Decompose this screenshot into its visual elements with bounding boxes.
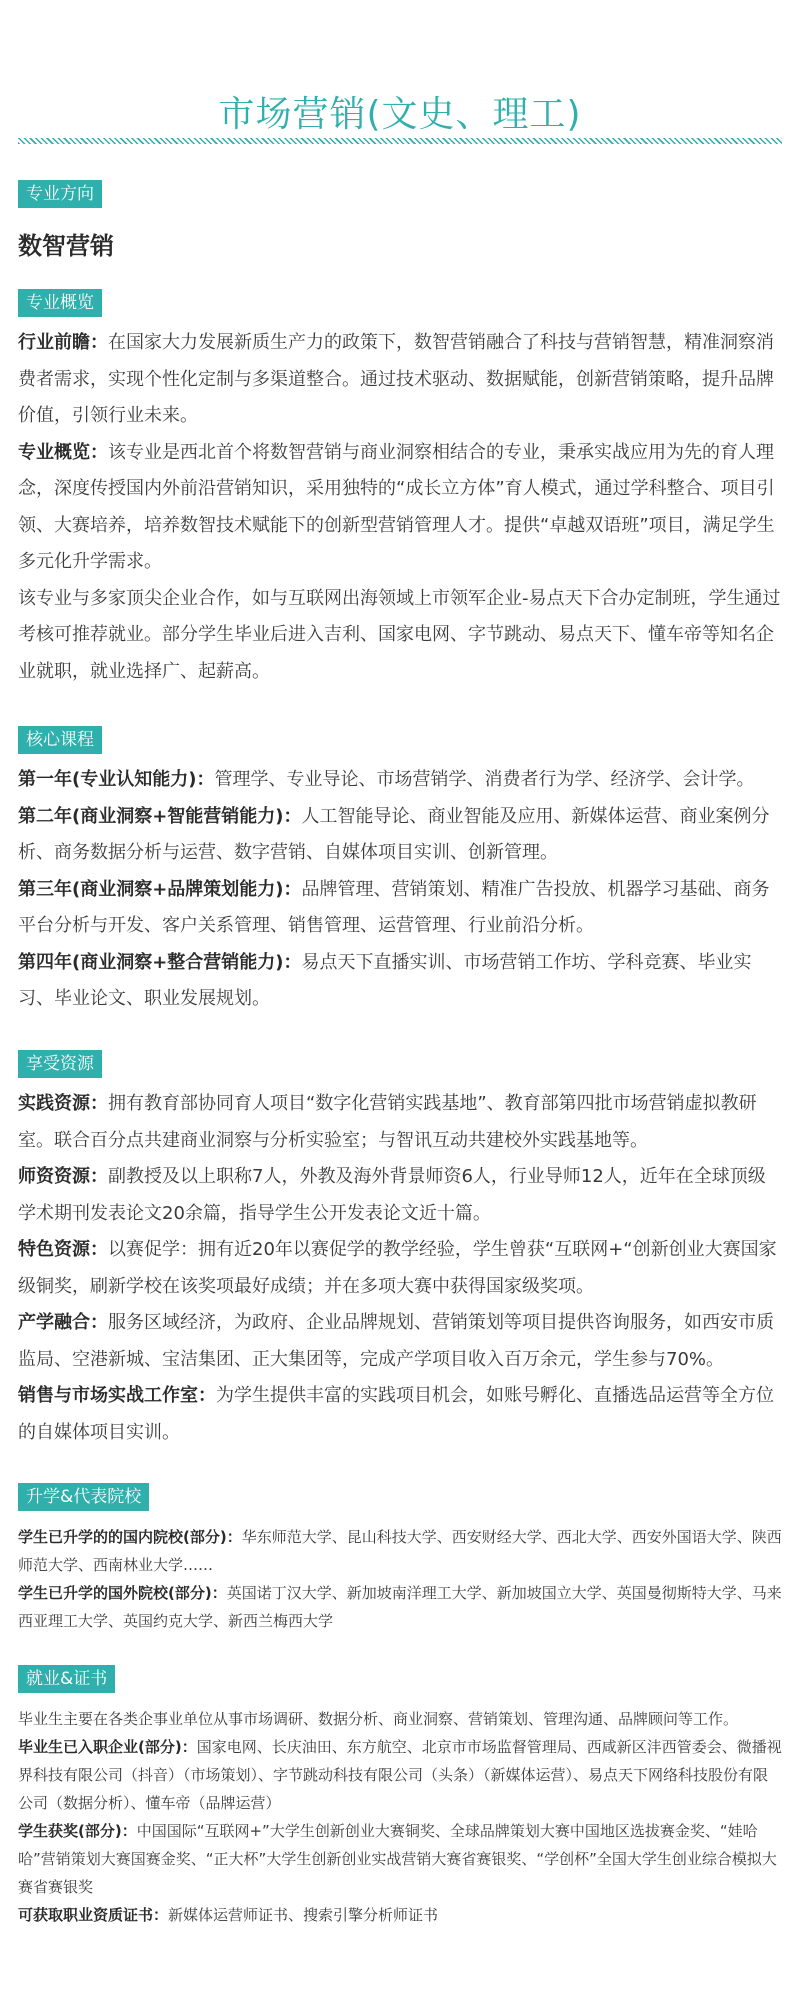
direction-name: 数智营销 [18,232,114,260]
section-label: 专业方向 [18,180,102,208]
list-item: 学生获奖(部分)：中国国际“互联网+”大学生创新创业大赛铜奖、全球品牌策划大赛中国地区选拔赛金奖、“娃哈哈”营销策划大赛国赛金奖、“正大杯”大学生创新创业实战营销大赛省赛银奖、“学创杯”全国大学生创业综合模拟大赛省赛银奖 [18,1822,777,1896]
section-label: 升学&代表院校 [18,1483,149,1511]
section-career [18,1665,782,1929]
list-item: 毕业生已入职企业(部分)：国家电网、长庆油田、东方航空、北京市市场监督管理局、西咸新区沣西管委会、微播视界科技有限公司（抖音）（市场策划）、字节跳动科技有限公司（头条）（新媒体运营）、易点天下网络科技股份有限公司（数据分析）、懂车帝（品牌运营） [18,1738,782,1812]
list-item: 师资资源：副教授及以上职称7人，外教及海外背景师资6人，行业导师12人，近年在全球顶级学术期刊发表论文20余篇，指导学生公开发表论文近十篇。 [18,1166,766,1224]
list-item: 学生已升学的国外院校(部分)：英国诺丁汉大学、新加坡南洋理工大学、新加坡国立大学、英国曼彻斯特大学、马来西亚理工大学、英国约克大学、新西兰梅西大学 [18,1584,782,1630]
paragraph: 专业概览：该专业是西北首个将数智营销与商业洞察相结合的专业，秉承实战应用为先的育人理念，深度传授国内外前沿营销知识，采用独特的“成长立方体”育人模式，通过学科整合、项目引领、大赛培养，培养数智技术赋能下的创新型营销管理人才。提供“卓越双语班”项目，满足学生多元化升学需求。 [18,441,775,572]
list-item: 特色资源：以赛促学：拥有近20年以赛促学的教学经验，学生曾获“互联网+“创新创业大赛国家级铜奖，刷新学校在该奖项最好成绩；并在多项大赛中获得国家级奖项。 [18,1239,777,1297]
section-courses [18,726,782,1018]
list-item: 销售与市场实战工作室：为学生提供丰富的实践项目机会，如账号孵化、直播选品运营等全方位的自媒体项目实训。 [18,1385,774,1443]
page-title: 市场营销(文史、理工) [218,94,582,135]
list-item: 第三年(商业洞察+品牌策划能力)：品牌管理、营销策划、精准广告投放、机器学习基础、商务平台分析与开发、客户关系管理、销售管理、运营管理、行业前沿分析。 [18,878,770,936]
paragraph: 该专业与多家顶尖企业合作，如与互联网出海领域上市领军企业-易点天下合办定制班，学生通过考核可推荐就业。部分学生毕业后进入吉利、国家电网、字节跳动、易点天下、懂车帝等知名企业就职，就业选择广、起薪高。 [18,587,781,682]
section-direction [18,180,782,261]
section-overview [18,289,782,690]
paragraph: 行业前瞻：在国家大力发展新质生产力的政策下，数智营销融合了科技与营销智慧，精准洞察消费者需求，实现个性化定制与多渠道整合。通过技术驱动、数据赋能，创新营销策略，提升品牌价值，引领行业未来。 [18,332,774,426]
section-label: 专业概览 [18,289,102,317]
section-label: 就业&证书 [18,1665,115,1693]
list-item: 实践资源：拥有教育部协同育人项目“数字化营销实践基地”、教育部第四批市场营销虚拟教研室。联合百分点共建商业洞察与分析实验室；与智讯互动共建校外实践基地等。 [18,1093,757,1151]
title-divider [18,138,782,144]
list-item: 第二年(商业洞察+智能营销能力)：人工智能导论、商业智能及应用、新媒体运营、商业案例分析、商务数据分析与运营、数字营销、自媒体项目实训、创新管理。 [18,805,770,863]
section-resources [18,1050,782,1451]
list-item: 第四年(商业洞察+整合营销能力)：易点天下直播实训、市场营销工作坊、学科竞赛、毕业实习、毕业论文、职业发展规划。 [18,951,752,1009]
list-item: 学生已升学的的国内院校(部分)：华东师范大学、昆山科技大学、西安财经大学、西北大学、西安外国语大学、陕西师范大学、西南林业大学…… [18,1528,782,1574]
section-label: 核心课程 [18,726,102,754]
section-label: 享受资源 [18,1050,102,1078]
list-item: 第一年(专业认知能力)：管理学、专业导论、市场营销学、消费者行为学、经济学、会计学。 [18,769,755,790]
list-item: 产学融合：服务区域经济，为政府、企业品牌规划、营销策划等项目提供咨询服务，如西安市质监局、空港新城、宝洁集团、正大集团等，完成产学项目收入百万余元，学生参与70%。 [18,1312,774,1370]
list-item: 可获取职业资质证书：新媒体运营师证书、搜索引擎分析师证书 [18,1906,439,1924]
list-item: 毕业生主要在各类企事业单位从事市场调研、数据分析、商业洞察、营销策划、管理沟通、品牌顾问等工作。 [18,1710,739,1728]
section-schools [18,1483,782,1635]
